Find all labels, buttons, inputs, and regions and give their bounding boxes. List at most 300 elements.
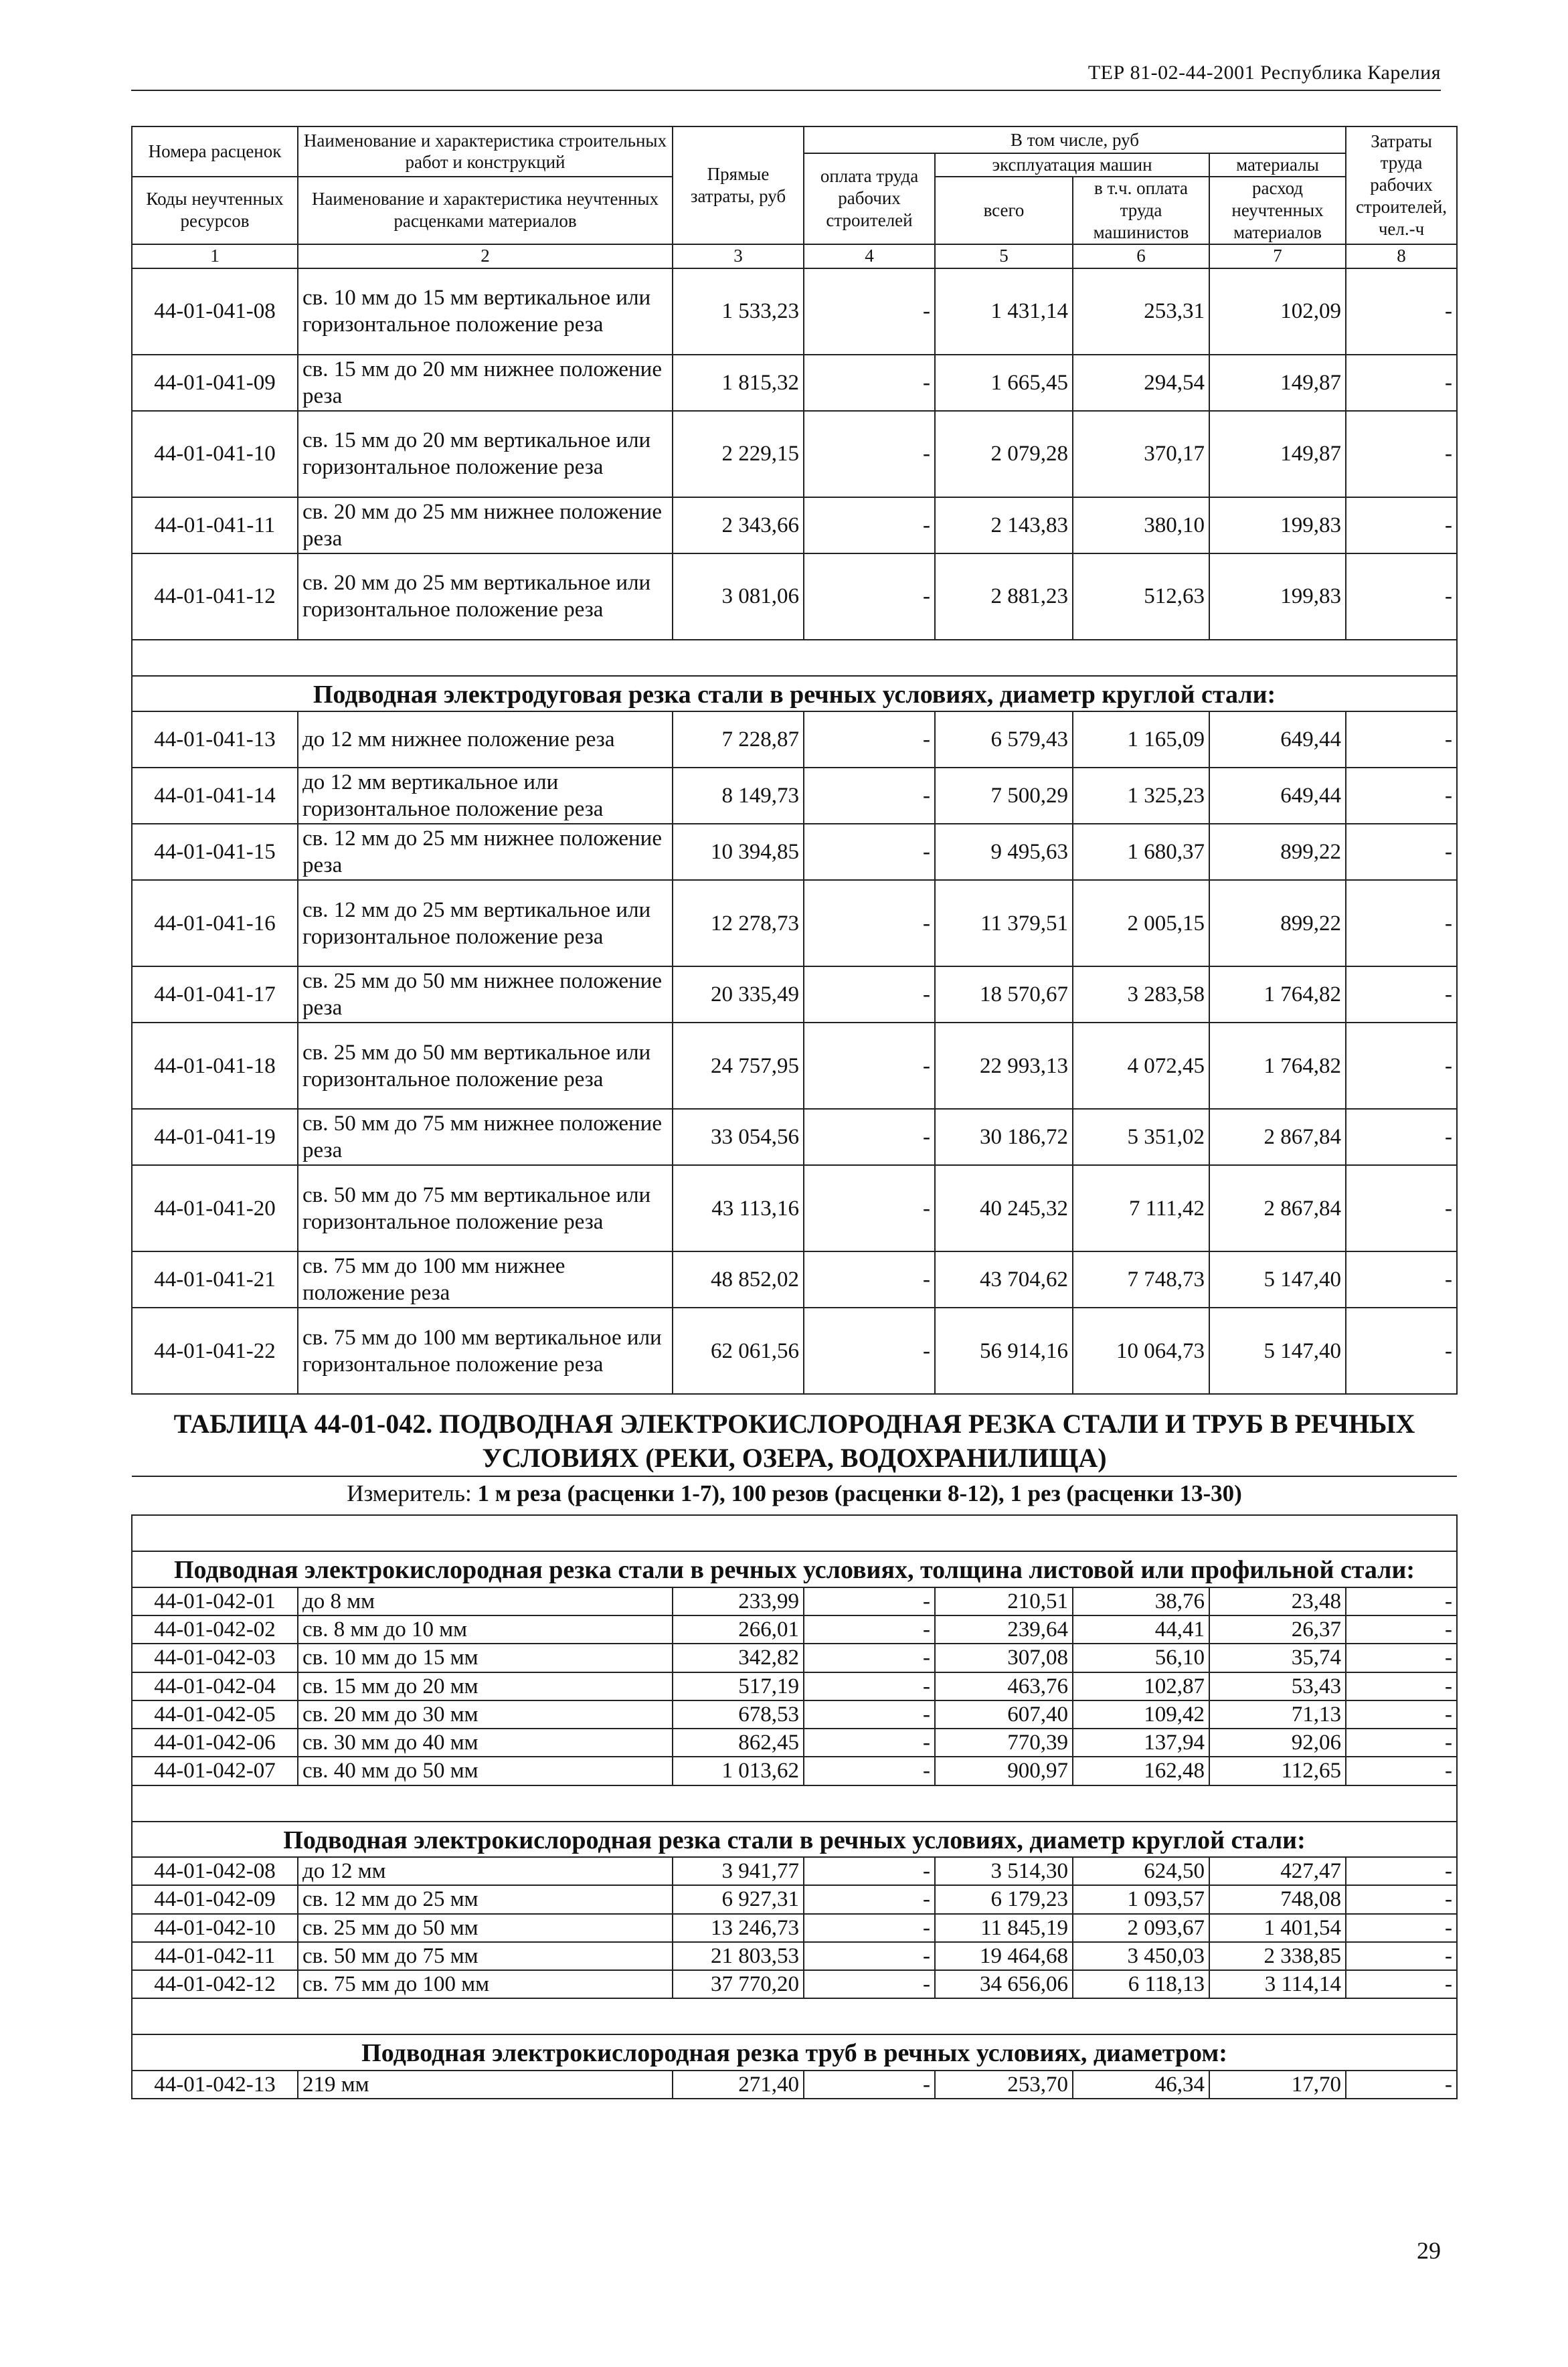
- materials-cost: 899,22: [1209, 824, 1346, 880]
- rate-code: 44-01-041-08: [132, 268, 298, 355]
- materials-cost: 649,44: [1209, 768, 1346, 824]
- machines-cost: 1 431,14: [935, 268, 1073, 355]
- machinists-wage: 5 351,02: [1073, 1109, 1209, 1165]
- materials-cost: 1 764,82: [1209, 966, 1346, 1023]
- machines-cost: 19 464,68: [935, 1942, 1073, 1970]
- labor-cost: -: [1346, 711, 1457, 768]
- machinists-wage: 370,17: [1073, 411, 1209, 497]
- table-row: [132, 1644, 1457, 1672]
- rate-code: 44-01-041-14: [132, 768, 298, 824]
- machines-cost: 2 881,23: [935, 553, 1073, 640]
- header-machinists: в т.ч. оплата труда машинистов: [1073, 177, 1209, 244]
- machines-cost: 463,76: [935, 1672, 1073, 1700]
- gap-row: [132, 1998, 1457, 2034]
- spacer: [132, 640, 1457, 676]
- work-name: до 8 мм: [298, 1587, 673, 1615]
- rate-code: 44-01-042-10: [132, 1914, 298, 1942]
- machines-cost: 6 179,23: [935, 1885, 1073, 1913]
- work-name: до 12 мм вертикальное или горизонтальное положение реза: [298, 768, 673, 824]
- wage-cost: -: [804, 1729, 935, 1757]
- machines-cost: 18 570,67: [935, 966, 1073, 1023]
- labor-cost: -: [1346, 1308, 1457, 1394]
- work-name: св. 20 мм до 25 мм вертикальное или горизонтальное положение реза: [298, 553, 673, 640]
- wage-cost: -: [804, 268, 935, 355]
- materials-cost: 2 867,84: [1209, 1109, 1346, 1165]
- materials-cost: 199,83: [1209, 553, 1346, 640]
- labor-cost: -: [1346, 1644, 1457, 1672]
- rate-code: 44-01-042-08: [132, 1857, 298, 1885]
- work-name: св. 50 мм до 75 мм: [298, 1942, 673, 1970]
- column-number: 5: [935, 244, 1073, 268]
- table-body: [132, 268, 1457, 2099]
- direct-cost: 233,99: [673, 1587, 804, 1615]
- machinists-wage: 44,41: [1073, 1615, 1209, 1644]
- table-row: [132, 1857, 1457, 1885]
- work-name: св. 40 мм до 50 мм: [298, 1757, 673, 1785]
- section-heading: Подводная электрокислородная резка стали в речных условиях, толщина листовой или профильной стали:: [132, 1551, 1457, 1587]
- wage-cost: -: [804, 355, 935, 411]
- header-machines: эксплуатация машин: [935, 153, 1209, 177]
- section-heading-row: [132, 676, 1457, 712]
- work-name: св. 25 мм до 50 мм: [298, 1914, 673, 1942]
- materials-cost: 71,13: [1209, 1700, 1346, 1729]
- rate-code: 44-01-042-01: [132, 1587, 298, 1615]
- table-row: [132, 1914, 1457, 1942]
- wage-cost: -: [804, 1615, 935, 1644]
- wage-cost: -: [804, 1109, 935, 1165]
- table-row: [132, 880, 1457, 966]
- rate-code: 44-01-041-12: [132, 553, 298, 640]
- machinists-wage: 137,94: [1073, 1729, 1209, 1757]
- labor-cost: -: [1346, 1672, 1457, 1700]
- machinists-wage: 56,10: [1073, 1644, 1209, 1672]
- work-name: св. 20 мм до 30 мм: [298, 1700, 673, 1729]
- work-name: св. 15 мм до 20 мм: [298, 1672, 673, 1700]
- labor-cost: -: [1346, 768, 1457, 824]
- column-number: 1: [132, 244, 298, 268]
- rate-code: 44-01-042-02: [132, 1615, 298, 1644]
- labor-cost: -: [1346, 1970, 1457, 1998]
- work-name: св. 12 мм до 25 мм вертикальное или горизонтальное положение реза: [298, 880, 673, 966]
- table-row: [132, 824, 1457, 880]
- rate-code: 44-01-041-16: [132, 880, 298, 966]
- direct-cost: 2 229,15: [673, 411, 804, 497]
- table-row: [132, 1757, 1457, 1785]
- materials-cost: 26,37: [1209, 1615, 1346, 1644]
- spacer: [132, 1515, 1457, 1551]
- direct-cost: 271,40: [673, 2071, 804, 2099]
- machines-cost: 900,97: [935, 1757, 1073, 1785]
- machinists-wage: 102,87: [1073, 1672, 1209, 1700]
- labor-cost: -: [1346, 1757, 1457, 1785]
- wage-cost: -: [804, 1251, 935, 1308]
- wage-cost: -: [804, 411, 935, 497]
- materials-cost: 3 114,14: [1209, 1970, 1346, 1998]
- materials-cost: 149,87: [1209, 355, 1346, 411]
- table-row: [132, 1672, 1457, 1700]
- column-number: 4: [804, 244, 935, 268]
- direct-cost: 37 770,20: [673, 1970, 804, 1998]
- column-number: 2: [298, 244, 673, 268]
- gap-row: [132, 640, 1457, 676]
- table-row: [132, 411, 1457, 497]
- labor-cost: -: [1346, 2071, 1457, 2099]
- machines-cost: 210,51: [935, 1587, 1073, 1615]
- machinists-wage: 3 450,03: [1073, 1942, 1209, 1970]
- direct-cost: 24 757,95: [673, 1023, 804, 1109]
- header-name-bottom: Наименование и характеристика неучтенных расценками материалов: [298, 177, 673, 244]
- materials-cost: 112,65: [1209, 1757, 1346, 1785]
- rate-code: 44-01-041-15: [132, 824, 298, 880]
- table-row: [132, 1615, 1457, 1644]
- machines-cost: 11 845,19: [935, 1914, 1073, 1942]
- labor-cost: -: [1346, 1942, 1457, 1970]
- direct-cost: 6 927,31: [673, 1885, 804, 1913]
- labor-cost: -: [1346, 1587, 1457, 1615]
- wage-cost: -: [804, 1914, 935, 1942]
- rate-code: 44-01-041-18: [132, 1023, 298, 1109]
- work-name: до 12 мм: [298, 1857, 673, 1885]
- materials-cost: 23,48: [1209, 1587, 1346, 1615]
- machinists-wage: 2 093,67: [1073, 1914, 1209, 1942]
- labor-cost: -: [1346, 966, 1457, 1023]
- table-title: ТАБЛИЦА 44-01-042. ПОДВОДНАЯ ЭЛЕКТРОКИСЛОРОДНАЯ РЕЗКА СТАЛИ И ТРУБ В РЕЧНЫХ УСЛОВИЯХ (РЕКИ, ОЗЕРА, ВОДОХРАНИЛИЩА): [132, 1394, 1457, 1476]
- section-heading-row: [132, 1822, 1457, 1858]
- rates-table: [131, 126, 1458, 2099]
- measure-cell: [132, 1476, 1457, 1516]
- wage-cost: -: [804, 880, 935, 966]
- rate-code: 44-01-041-09: [132, 355, 298, 411]
- direct-cost: 1 815,32: [673, 355, 804, 411]
- gap-row: [132, 1515, 1457, 1551]
- machines-cost: 7 500,29: [935, 768, 1073, 824]
- materials-cost: 649,44: [1209, 711, 1346, 768]
- wage-cost: -: [804, 824, 935, 880]
- table-row: [132, 1165, 1457, 1251]
- direct-cost: 7 228,87: [673, 711, 804, 768]
- machinists-wage: 7 111,42: [1073, 1165, 1209, 1251]
- machinists-wage: 10 064,73: [1073, 1308, 1209, 1394]
- work-name: 219 мм: [298, 2071, 673, 2099]
- labor-cost: -: [1346, 824, 1457, 880]
- labor-cost: -: [1346, 880, 1457, 966]
- header-including: В том числе, руб: [804, 126, 1346, 153]
- machines-cost: 6 579,43: [935, 711, 1073, 768]
- table-row: [132, 2071, 1457, 2099]
- materials-cost: 2 867,84: [1209, 1165, 1346, 1251]
- direct-cost: 20 335,49: [673, 966, 804, 1023]
- work-name: св. 15 мм до 20 мм вертикальное или горизонтальное положение реза: [298, 411, 673, 497]
- rate-code: 44-01-041-17: [132, 966, 298, 1023]
- machines-cost: 253,70: [935, 2071, 1073, 2099]
- wage-cost: -: [804, 1885, 935, 1913]
- direct-cost: 62 061,56: [673, 1308, 804, 1394]
- labor-cost: -: [1346, 553, 1457, 640]
- running-header: [131, 62, 1441, 91]
- wage-cost: -: [804, 1308, 935, 1394]
- direct-cost: 678,53: [673, 1700, 804, 1729]
- machines-cost: 30 186,72: [935, 1109, 1073, 1165]
- header-machines-total: всего: [935, 177, 1073, 244]
- machinists-wage: 2 005,15: [1073, 880, 1209, 966]
- machines-cost: 34 656,06: [935, 1970, 1073, 1998]
- wage-cost: -: [804, 2071, 935, 2099]
- machinists-wage: 624,50: [1073, 1857, 1209, 1885]
- wage-cost: -: [804, 1942, 935, 1970]
- work-name: св. 50 мм до 75 мм вертикальное или горизонтальное положение реза: [298, 1165, 673, 1251]
- work-name: св. 50 мм до 75 мм нижнее положение реза: [298, 1109, 673, 1165]
- materials-cost: 2 338,85: [1209, 1942, 1346, 1970]
- table-title-row: [132, 1394, 1457, 1476]
- materials-cost: 5 147,40: [1209, 1308, 1346, 1394]
- rate-code: 44-01-042-04: [132, 1672, 298, 1700]
- machines-cost: 1 665,45: [935, 355, 1073, 411]
- labor-cost: -: [1346, 1023, 1457, 1109]
- machines-cost: 607,40: [935, 1700, 1073, 1729]
- labor-cost: -: [1346, 1251, 1457, 1308]
- machinists-wage: 38,76: [1073, 1587, 1209, 1615]
- labor-cost: -: [1346, 1857, 1457, 1885]
- labor-cost: -: [1346, 1700, 1457, 1729]
- work-name: св. 75 мм до 100 мм нижнее положение реза: [298, 1251, 673, 1308]
- table-row: [132, 966, 1457, 1023]
- gap-row: [132, 1785, 1457, 1822]
- direct-cost: 1 013,62: [673, 1757, 804, 1785]
- direct-cost: 10 394,85: [673, 824, 804, 880]
- machinists-wage: 380,10: [1073, 497, 1209, 553]
- table-row: [132, 497, 1457, 553]
- rate-code: 44-01-041-20: [132, 1165, 298, 1251]
- direct-cost: 33 054,56: [673, 1109, 804, 1165]
- machines-cost: 2 079,28: [935, 411, 1073, 497]
- rate-code: 44-01-042-11: [132, 1942, 298, 1970]
- machinists-wage: 1 325,23: [1073, 768, 1209, 824]
- rate-code: 44-01-042-05: [132, 1700, 298, 1729]
- machinists-wage: 109,42: [1073, 1700, 1209, 1729]
- rate-code: 44-01-042-12: [132, 1970, 298, 1998]
- column-numbers-row: [132, 244, 1457, 268]
- column-number: 3: [673, 244, 804, 268]
- work-name: св. 75 мм до 100 мм: [298, 1970, 673, 1998]
- wage-cost: -: [804, 1165, 935, 1251]
- table-row: [132, 1251, 1457, 1308]
- materials-cost: 35,74: [1209, 1644, 1346, 1672]
- labor-cost: -: [1346, 355, 1457, 411]
- labor-cost: -: [1346, 411, 1457, 497]
- wage-cost: -: [804, 1700, 935, 1729]
- work-name: св. 8 мм до 10 мм: [298, 1615, 673, 1644]
- labor-cost: -: [1346, 1885, 1457, 1913]
- table-row: [132, 768, 1457, 824]
- machinists-wage: 4 072,45: [1073, 1023, 1209, 1109]
- direct-cost: 13 246,73: [673, 1914, 804, 1942]
- header-wage: оплата труда рабочих строителей: [804, 153, 935, 244]
- materials-cost: 1 764,82: [1209, 1023, 1346, 1109]
- machines-cost: 770,39: [935, 1729, 1073, 1757]
- work-name: св. 12 мм до 25 мм: [298, 1885, 673, 1913]
- spacer: [132, 1998, 1457, 2034]
- work-name: до 12 мм нижнее положение реза: [298, 711, 673, 768]
- table-row: [132, 1970, 1457, 1998]
- table-row: [132, 1109, 1457, 1165]
- labor-cost: -: [1346, 1109, 1457, 1165]
- work-name: св. 30 мм до 40 мм: [298, 1729, 673, 1757]
- rate-code: 44-01-041-21: [132, 1251, 298, 1308]
- rate-code: 44-01-041-10: [132, 411, 298, 497]
- direct-cost: 342,82: [673, 1644, 804, 1672]
- table-row: [132, 1885, 1457, 1913]
- section-heading: Подводная электрокислородная резка труб в речных условиях, диаметром:: [132, 2034, 1457, 2071]
- labor-cost: -: [1346, 497, 1457, 553]
- machinists-wage: 6 118,13: [1073, 1970, 1209, 1998]
- materials-cost: 427,47: [1209, 1857, 1346, 1885]
- direct-cost: 3 941,77: [673, 1857, 804, 1885]
- direct-cost: 21 803,53: [673, 1942, 804, 1970]
- direct-cost: 8 149,73: [673, 768, 804, 824]
- wage-cost: -: [804, 497, 935, 553]
- machinists-wage: 1 093,57: [1073, 1885, 1209, 1913]
- table-row: [132, 268, 1457, 355]
- wage-cost: -: [804, 1023, 935, 1109]
- direct-cost: 43 113,16: [673, 1165, 804, 1251]
- header-materials: материалы: [1209, 153, 1346, 177]
- measure-row: [132, 1476, 1457, 1516]
- table-row: [132, 1942, 1457, 1970]
- table-row: [132, 1308, 1457, 1394]
- machines-cost: 3 514,30: [935, 1857, 1073, 1885]
- direct-cost: 3 081,06: [673, 553, 804, 640]
- direct-cost: 862,45: [673, 1729, 804, 1757]
- materials-cost: 199,83: [1209, 497, 1346, 553]
- work-name: св. 25 мм до 50 мм вертикальное или горизонтальное положение реза: [298, 1023, 673, 1109]
- rate-code: 44-01-042-13: [132, 2071, 298, 2099]
- machines-cost: 56 914,16: [935, 1308, 1073, 1394]
- wage-cost: -: [804, 1857, 935, 1885]
- machinists-wage: 46,34: [1073, 2071, 1209, 2099]
- direct-cost: 2 343,66: [673, 497, 804, 553]
- table-row: [132, 355, 1457, 411]
- machinists-wage: 1 680,37: [1073, 824, 1209, 880]
- machines-cost: 40 245,32: [935, 1165, 1073, 1251]
- labor-cost: -: [1346, 1615, 1457, 1644]
- table-row: [132, 1729, 1457, 1757]
- rate-code: 44-01-042-09: [132, 1885, 298, 1913]
- machinists-wage: 3 283,58: [1073, 966, 1209, 1023]
- direct-cost: 266,01: [673, 1615, 804, 1644]
- materials-cost: 899,22: [1209, 880, 1346, 966]
- materials-cost: 53,43: [1209, 1672, 1346, 1700]
- wage-cost: -: [804, 1587, 935, 1615]
- rate-code: 44-01-041-11: [132, 497, 298, 553]
- wage-cost: -: [804, 711, 935, 768]
- materials-cost: 102,09: [1209, 268, 1346, 355]
- table-header: [132, 126, 1457, 268]
- wage-cost: -: [804, 768, 935, 824]
- materials-cost: 1 401,54: [1209, 1914, 1346, 1942]
- section-heading: Подводная электрокислородная резка стали в речных условиях, диаметр круглой стали:: [132, 1822, 1457, 1858]
- section-heading-row: [132, 2034, 1457, 2071]
- machines-cost: 43 704,62: [935, 1251, 1073, 1308]
- labor-cost: -: [1346, 1165, 1457, 1251]
- rate-code: 44-01-042-03: [132, 1644, 298, 1672]
- rate-code: 44-01-042-06: [132, 1729, 298, 1757]
- machines-cost: 9 495,63: [935, 824, 1073, 880]
- machines-cost: 239,64: [935, 1615, 1073, 1644]
- header-code-top: Номера расценок: [132, 126, 298, 177]
- direct-cost: 517,19: [673, 1672, 804, 1700]
- section-heading-row: [132, 1551, 1457, 1587]
- machinists-wage: 1 165,09: [1073, 711, 1209, 768]
- labor-cost: -: [1346, 268, 1457, 355]
- work-name: св. 25 мм до 50 мм нижнее положение реза: [298, 966, 673, 1023]
- table-row: [132, 1587, 1457, 1615]
- materials-cost: 5 147,40: [1209, 1251, 1346, 1308]
- section-heading: Подводная электродуговая резка стали в речных условиях, диаметр круглой стали:: [132, 676, 1457, 712]
- header-code-bottom: Коды неучтенных ресурсов: [132, 177, 298, 244]
- wage-cost: -: [804, 1757, 935, 1785]
- machinists-wage: 7 748,73: [1073, 1251, 1209, 1308]
- rate-code: 44-01-041-19: [132, 1109, 298, 1165]
- wage-cost: -: [804, 1672, 935, 1700]
- labor-cost: -: [1346, 1914, 1457, 1942]
- materials-cost: 92,06: [1209, 1729, 1346, 1757]
- page-number: 29: [1417, 2237, 1441, 2264]
- table-row: [132, 1700, 1457, 1729]
- work-name: св. 20 мм до 25 мм нижнее положение реза: [298, 497, 673, 553]
- spacer: [132, 1785, 1457, 1822]
- wage-cost: -: [804, 966, 935, 1023]
- machinists-wage: 253,31: [1073, 268, 1209, 355]
- materials-cost: 748,08: [1209, 1885, 1346, 1913]
- header-name-top: Наименование и характеристика строительных работ и конструкций: [298, 126, 673, 177]
- direct-cost: 48 852,02: [673, 1251, 804, 1308]
- materials-cost: 17,70: [1209, 2071, 1346, 2099]
- work-name: св. 10 мм до 15 мм вертикальное или горизонтальное положение реза: [298, 268, 673, 355]
- rate-code: 44-01-041-22: [132, 1308, 298, 1394]
- work-name: св. 12 мм до 25 мм нижнее положение реза: [298, 824, 673, 880]
- table-row: [132, 553, 1457, 640]
- machinists-wage: 162,48: [1073, 1757, 1209, 1785]
- machines-cost: 22 993,13: [935, 1023, 1073, 1109]
- machines-cost: 2 143,83: [935, 497, 1073, 553]
- column-number: 7: [1209, 244, 1346, 268]
- direct-cost: 12 278,73: [673, 880, 804, 966]
- table-row: [132, 711, 1457, 768]
- machinists-wage: 294,54: [1073, 355, 1209, 411]
- running-title: ТЕР 81-02-44-2001 Республика Карелия: [1087, 62, 1441, 84]
- work-name: св. 15 мм до 20 мм нижнее положение реза: [298, 355, 673, 411]
- work-name: св. 75 мм до 100 мм вертикальное или горизонтальное положение реза: [298, 1308, 673, 1394]
- machinists-wage: 512,63: [1073, 553, 1209, 640]
- header-unaccounted: расход неучтенных материалов: [1209, 177, 1346, 244]
- column-number: 8: [1346, 244, 1457, 268]
- header-labor: Затраты труда рабочих строителей, чел.-ч: [1346, 126, 1457, 244]
- machines-cost: 11 379,51: [935, 880, 1073, 966]
- machines-cost: 307,08: [935, 1644, 1073, 1672]
- wage-cost: -: [804, 1970, 935, 1998]
- header-direct: Прямые затраты, руб: [673, 126, 804, 244]
- column-number: 6: [1073, 244, 1209, 268]
- rate-code: 44-01-041-13: [132, 711, 298, 768]
- wage-cost: -: [804, 553, 935, 640]
- wage-cost: -: [804, 1644, 935, 1672]
- measure-label: Измеритель:: [347, 1480, 472, 1506]
- labor-cost: -: [1346, 1729, 1457, 1757]
- rate-code: 44-01-042-07: [132, 1757, 298, 1785]
- table-row: [132, 1023, 1457, 1109]
- measure-value: 1 м реза (расценки 1-7), 100 резов (расценки 8-12), 1 рез (расценки 13-30): [477, 1480, 1242, 1506]
- work-name: св. 10 мм до 15 мм: [298, 1644, 673, 1672]
